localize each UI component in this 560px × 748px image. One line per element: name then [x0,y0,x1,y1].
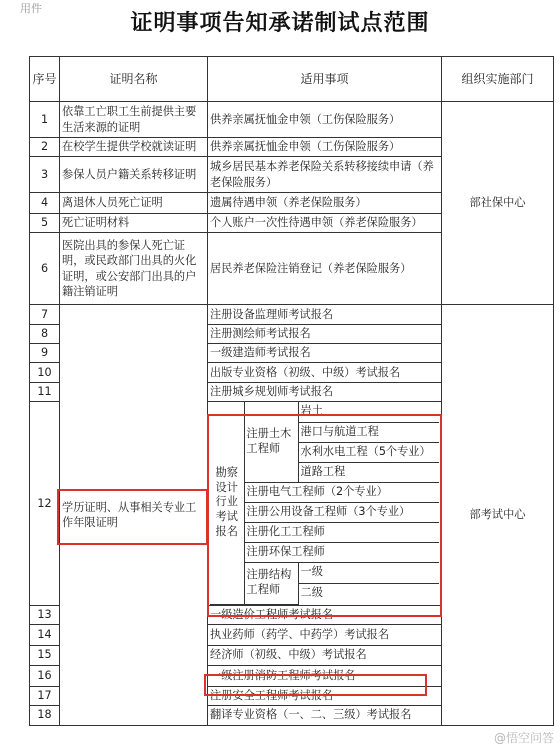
survey-design-exam-block [208,402,442,606]
scope-item: 一级注册消防工程师考试报名 [208,665,442,686]
engineer-item: 注册电气工程师（2个专业） [244,482,439,502]
survey-design-subtable [210,402,439,605]
scope-item: 翻译专业资格（一、二、三级）考试报名 [208,705,442,725]
scope-item: 一级造价工程师考试报名 [208,605,442,624]
scope-item: 注册城乡规划师考试报名 [208,383,442,402]
row-number: 17 [30,686,60,705]
scope-item: 个人账户一次性待遇申领（养老保险服务） [208,214,442,233]
row-number: 12 [30,402,60,606]
header-dept: 组织实施部门 [442,57,554,102]
department-social-security: 部社保中心 [442,102,554,305]
civil-item: 水利水电工程（5个专业） [298,442,439,462]
engineer-item: 注册公用设备工程师（3个专业） [244,502,439,522]
row-number: 16 [30,665,60,686]
structural-engineer-label: 注册结构工程师 [244,562,298,604]
row-number: 4 [30,193,60,214]
civil-item: 道路工程 [298,462,439,482]
scope-item: 出版专业资格（初级、中级）考试报名 [208,363,442,383]
row-number: 9 [30,344,60,363]
survey-design-label: 勘察设计行业考试报名 [210,402,244,604]
scope-item: 注册测绘师考试报名 [208,325,442,344]
engineer-item: 注册化工工程师 [244,522,439,542]
corner-note: 用件 [20,2,42,15]
table-row [30,305,554,325]
scope-item: 一级建造师考试报名 [208,344,442,363]
proof-name: 在校学生提供学校就读证明 [60,138,208,157]
structural-item: 二级 [298,583,439,604]
civil-item: 岩土 [298,402,439,422]
scope-item: 执业药师（药学、中药学）考试报名 [208,624,442,645]
department-exam-center: 部考试中心 [442,305,554,726]
scope-item: 供养亲属抚恤金申领（工伤保险服务） [208,138,442,157]
header-scope: 适用事项 [208,57,442,102]
header-name: 证明名称 [60,57,208,102]
proof-name: 依靠工亡职工生前提供主要生活来源的证明 [60,102,208,138]
scope-item: 注册安全工程师考试报名 [208,686,442,705]
row-number: 6 [30,233,60,305]
row-number: 7 [30,305,60,325]
row-number: 1 [30,102,60,138]
row-number: 18 [30,705,60,725]
scope-item: 经济师（初级、中级）考试报名 [208,645,442,665]
civil-item: 港口与航道工程 [298,422,439,442]
engineer-item: 注册环保工程师 [244,542,439,562]
watermark-text: @悟空问答 [493,731,554,745]
table-row [30,102,554,138]
row-number: 5 [30,214,60,233]
civil-engineer-label: 注册土木工程师 [244,402,298,482]
scope-item: 居民养老保险注销登记（养老保险服务） [208,233,442,305]
row-number: 14 [30,624,60,645]
row-number: 11 [30,383,60,402]
scope-table [29,56,554,726]
shared-proof-name: 学历证明、从事相关专业工作年限证明 [60,305,208,726]
document-title: 证明事项告知承诺制试点范围 [130,10,430,36]
header-no: 序号 [30,57,60,102]
scope-item: 遗属待遇申领（养老保险服务） [208,193,442,214]
scope-item: 注册设备监理师考试报名 [208,305,442,325]
proof-name: 离退休人员死亡证明 [60,193,208,214]
row-number: 13 [30,605,60,624]
row-number: 2 [30,138,60,157]
table-header-row [30,57,554,102]
proof-name: 参保人员户籍关系转移证明 [60,157,208,193]
proof-name: 医院出具的参保人死亡证明，或民政部门出具的火化证明，或公安部门出具的户籍注销证明 [60,233,208,305]
proof-name: 死亡证明材料 [60,214,208,233]
row-number: 3 [30,157,60,193]
scope-item: 城乡居民基本养老保险关系转移接续申请（养老保险服务） [208,157,442,193]
row-number: 15 [30,645,60,665]
row-number: 8 [30,325,60,344]
row-number: 10 [30,363,60,383]
scope-item: 供养亲属抚恤金申领（工伤保险服务） [208,102,442,138]
structural-item: 一级 [298,562,439,583]
